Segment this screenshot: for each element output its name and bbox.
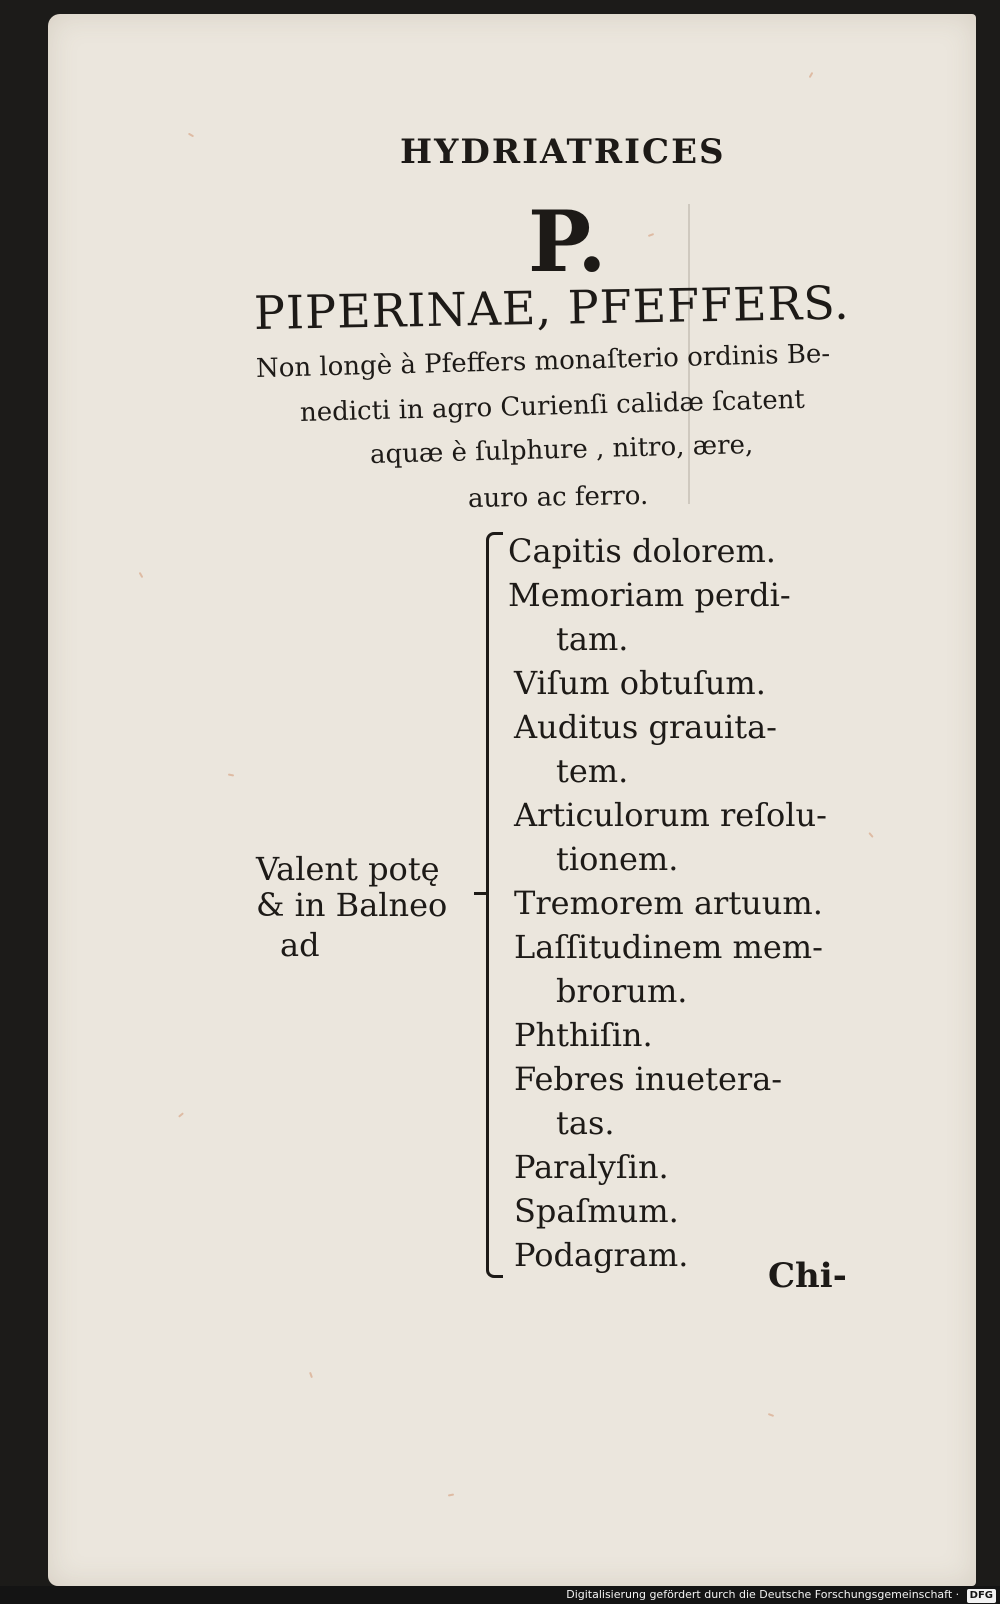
paper-fiber <box>178 1112 184 1117</box>
remedy-line: Podagram. <box>514 1236 689 1274</box>
page-title: PIPERINAE, PFEFFERS. <box>253 275 851 340</box>
left-column-line: ad <box>280 926 320 964</box>
grouping-brace <box>486 532 503 1278</box>
dfg-logo-icon: DFG <box>967 1589 996 1603</box>
remedy-line: Tremorem artuum. <box>514 884 823 922</box>
left-column-line: & in Balneo <box>256 886 448 924</box>
remedy-line: Memoriam perdi- <box>508 576 791 614</box>
remedy-line: Viſum obtuſum. <box>514 664 766 702</box>
footer-text: Digitalisierung gefördert durch die Deutsche Forschungsgemeinschaft <box>566 1588 953 1601</box>
running-head: HYDRIATRICES <box>400 132 726 172</box>
paper-fiber <box>309 1372 313 1378</box>
paper-fiber <box>139 572 144 578</box>
book-page <box>48 14 976 1586</box>
remedy-line: tionem. <box>556 840 679 878</box>
remedy-line: Paralyſin. <box>514 1148 669 1186</box>
footer-credit: Digitalisierung gefördert durch die Deutsche Forschungsgemeinschaft · DFG <box>566 1588 996 1603</box>
remedy-line: tem. <box>556 752 629 790</box>
left-column-line: Valent potę <box>256 850 440 888</box>
remedy-line: Auditus grauita- <box>514 708 777 746</box>
intro-line: Non longè à Pfeffers monaſterio ordinis Be- <box>255 338 831 384</box>
paper-fiber <box>448 1493 454 1496</box>
signature-letter: P. <box>528 192 607 291</box>
intro-line: aquæ è ſulphure , nitro, ære, <box>369 429 754 470</box>
remedy-line: Phthiſin. <box>514 1016 653 1054</box>
paper-fiber <box>228 773 234 776</box>
paper-fiber <box>648 233 654 237</box>
paper-fiber <box>768 1413 774 1417</box>
paper-fiber <box>868 832 873 838</box>
remedy-line: tas. <box>556 1104 615 1142</box>
catchword: Chi- <box>768 1256 847 1296</box>
grouping-brace-tip <box>474 892 486 895</box>
remedy-line: brorum. <box>556 972 688 1010</box>
remedy-line: tam. <box>556 620 629 658</box>
remedy-line: Spaſmum. <box>514 1192 679 1230</box>
intro-line: auro ac ferro. <box>467 480 649 514</box>
remedy-line: Articulorum reſolu- <box>514 796 827 834</box>
paper-fiber <box>188 133 194 138</box>
remedy-line: Laſſitudinem mem- <box>514 928 823 966</box>
remedy-line: Capitis dolorem. <box>508 532 776 570</box>
paper-fiber <box>809 72 814 78</box>
remedy-line: Febres inuetera- <box>514 1060 783 1098</box>
intro-line: nedicti in agro Curienſi calidæ ſcatent <box>299 384 806 428</box>
